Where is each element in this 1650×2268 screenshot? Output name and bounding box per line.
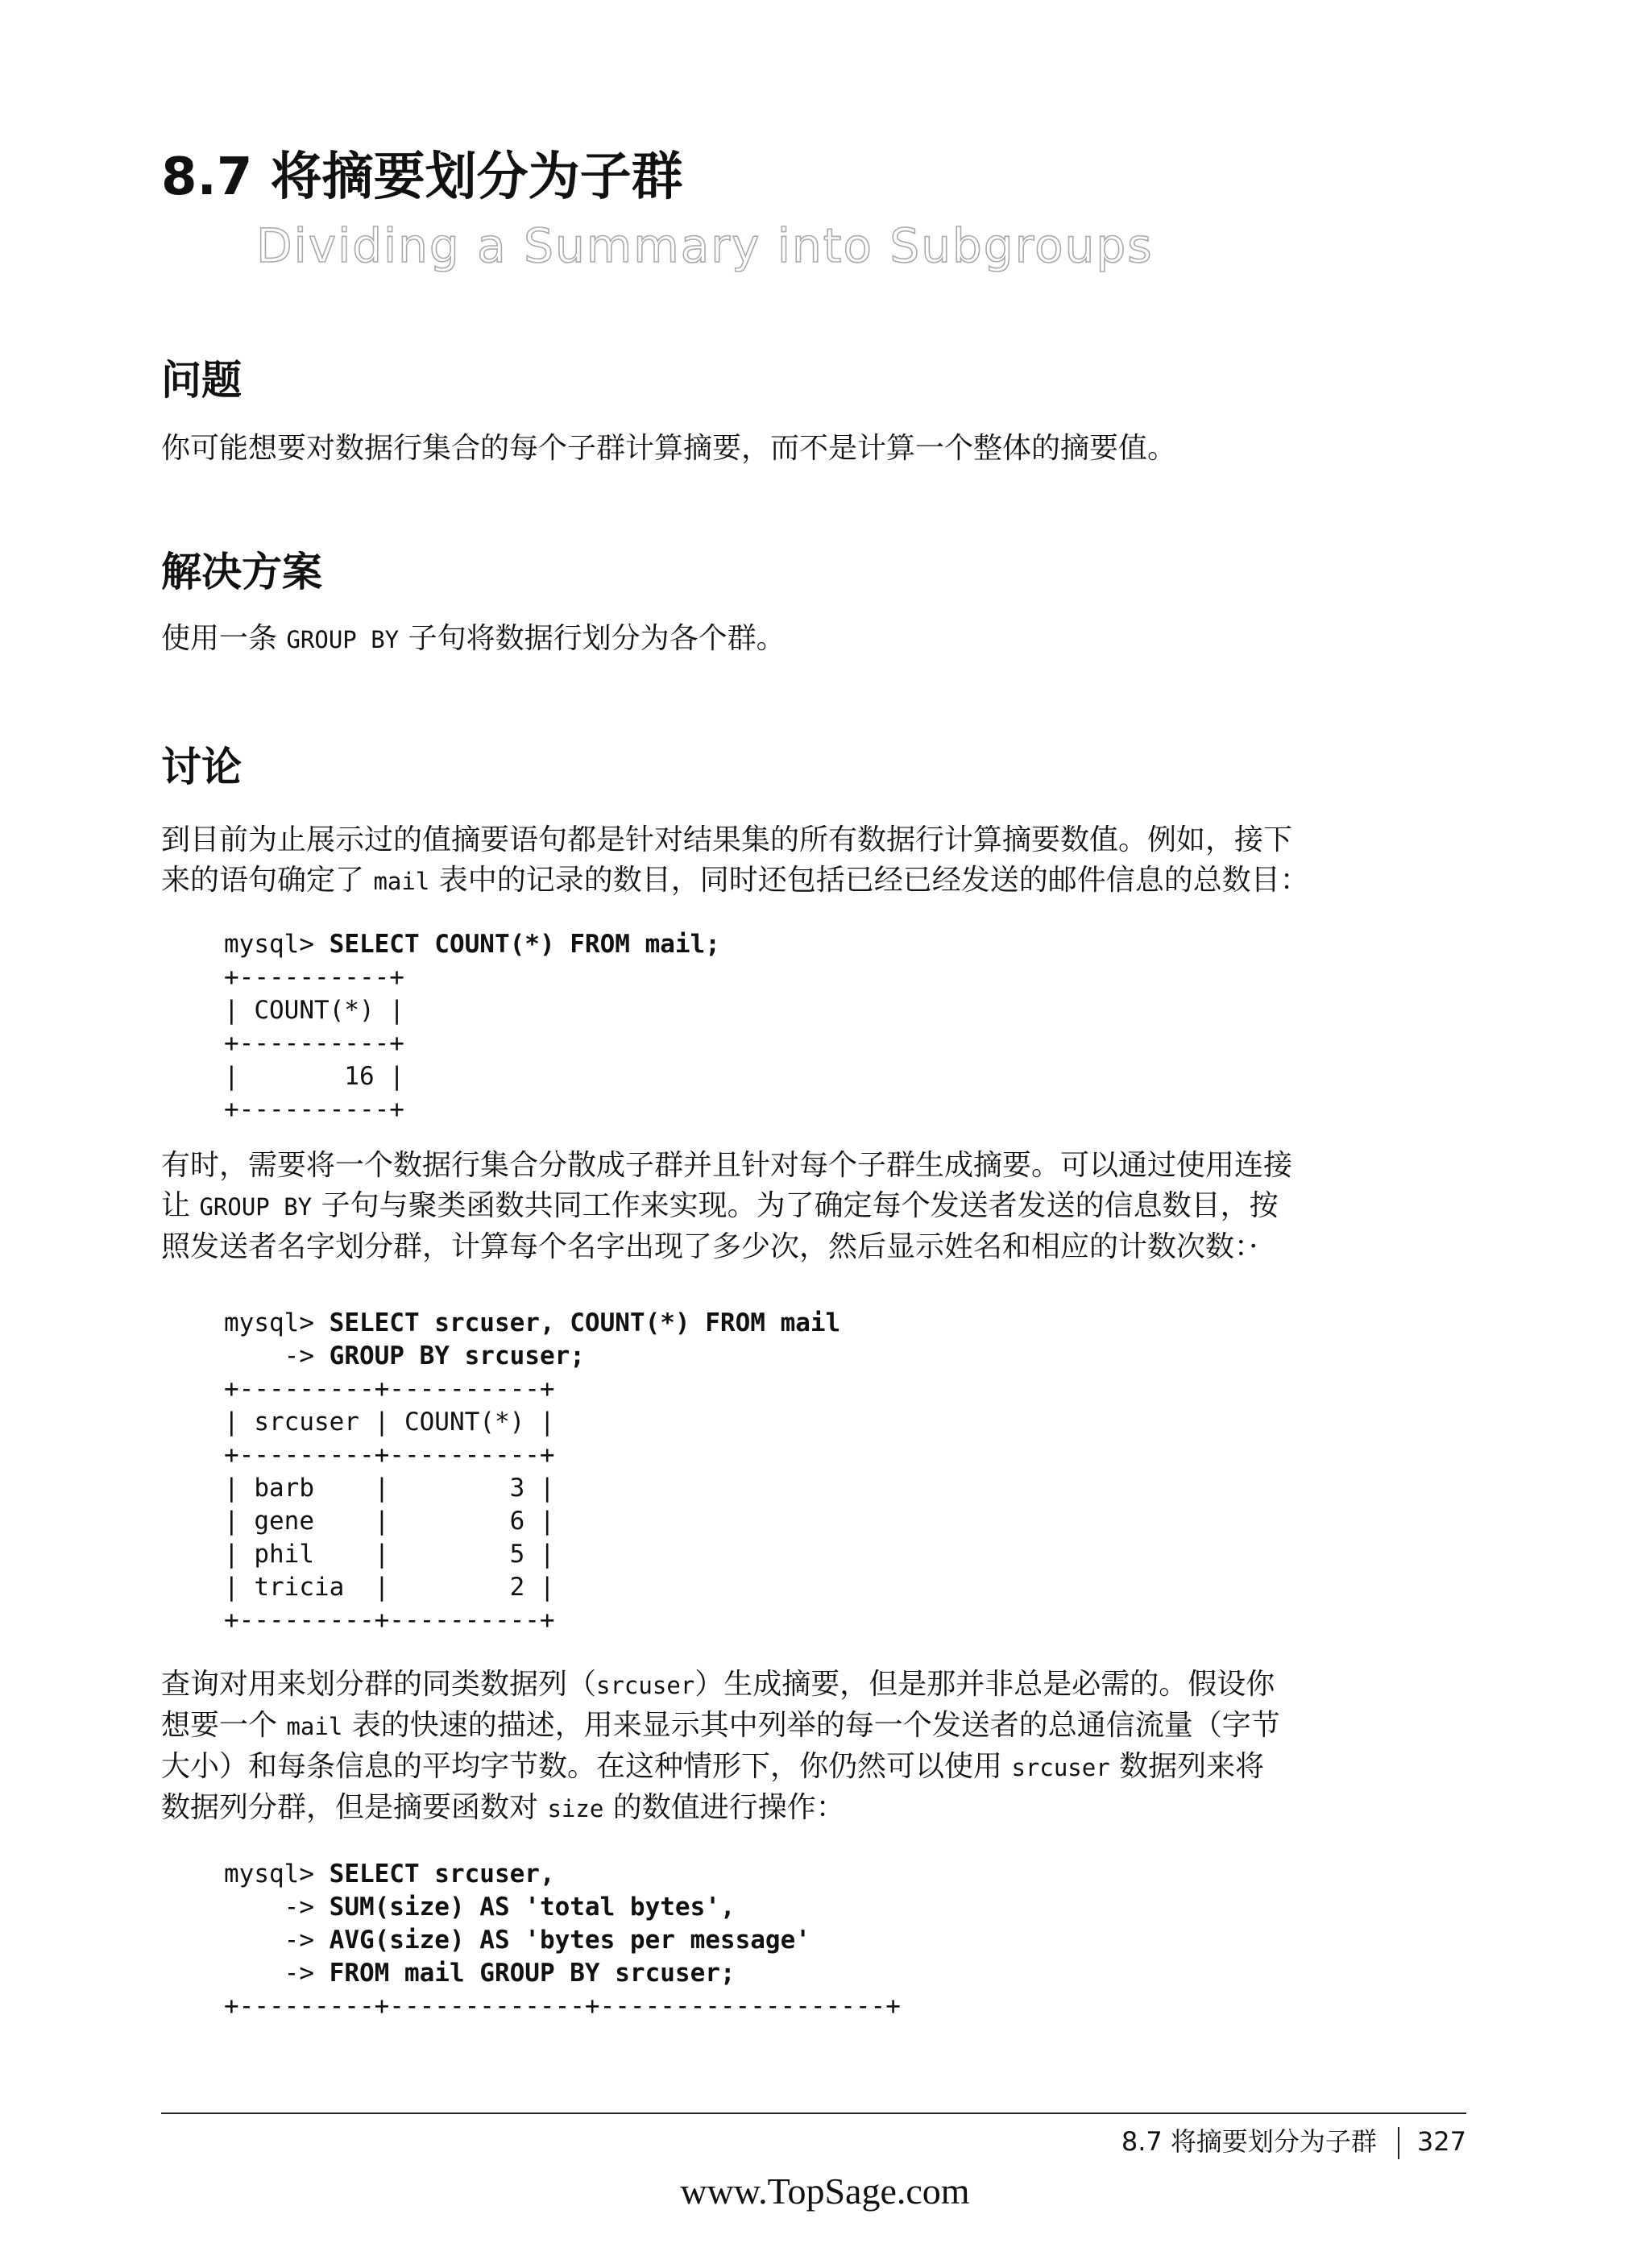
code3-line-4: FROM mail GROUP BY srcuser; xyxy=(329,1959,736,1988)
solution-text-post: 子句将数据行划分为各个群。 xyxy=(399,622,786,655)
p3-line-4-pre: 数据列分群，但是摘要函数对 xyxy=(161,1791,548,1824)
code3-line-1: SELECT srcuser, xyxy=(329,1860,555,1889)
p2-line-2-post: 子句与聚类函数共同工作来实现。为了确定每个发送者发送的信息数目，按 xyxy=(312,1189,1279,1222)
solution-text-pre: 使用一条 xyxy=(161,622,287,655)
code2-statement-2: GROUP BY srcuser; xyxy=(329,1341,585,1370)
p3-line-2-code: mail xyxy=(286,1713,343,1740)
problem-line: 你可能想要对数据行集合的每个子群计算摘要，而不是计算一个整体的摘要值。 xyxy=(161,432,1177,465)
p2-line-3: 照发送者名字划分群，计算每个名字出现了多少次，然后显示姓名和相应的计数次数：· xyxy=(161,1230,1258,1263)
code2-statement-1: SELECT srcuser, COUNT(*) FROM mail xyxy=(329,1308,841,1337)
p2-line-2-code: GROUP BY xyxy=(199,1193,313,1221)
footer-divider xyxy=(161,2113,1466,2114)
running-title: 8.7 将摘要划分为子群 xyxy=(1121,2126,1377,2157)
code3-line-2: SUM(size) AS 'total bytes', xyxy=(329,1893,736,1922)
p3-line-4-code: size xyxy=(547,1795,604,1822)
p3-line-3-code: srcuser xyxy=(1011,1754,1110,1781)
code3-continuation-1: -> xyxy=(224,1893,330,1922)
code3-table-border: +---------+-------------+-------------------+ xyxy=(224,1992,901,2021)
code-block-group-by xyxy=(224,1307,840,1637)
p1-line-2-pre: 来的语句确定了 xyxy=(161,864,374,897)
code3-line-3: AVG(size) AS 'bytes per message' xyxy=(329,1926,810,1955)
page-number: 327 xyxy=(1416,2126,1466,2157)
code1-prompt: mysql> xyxy=(224,930,330,959)
problem-text xyxy=(161,429,1426,469)
p3-line-1-post: ）生成摘要，但是那并非总是必需的。假设你 xyxy=(694,1668,1275,1701)
discussion-paragraph-2 xyxy=(161,1146,1426,1267)
code-block-count xyxy=(224,928,720,1126)
p3-line-3-pre: 大小）和每条信息的平均字节数。在这种情形下，你仍然可以使用 xyxy=(161,1750,1012,1783)
p3-line-2-pre: 想要一个 xyxy=(161,1709,287,1742)
code3-prompt: mysql> xyxy=(224,1860,330,1889)
p3-line-1-code: srcuser xyxy=(596,1672,695,1699)
p2-line-1: 有时，需要将一个数据行集合分散成子群并且针对每个子群生成摘要。可以通过使用连接 xyxy=(161,1149,1293,1182)
p2-line-2-pre: 让 xyxy=(161,1189,200,1222)
section-title: 8.7 将摘要划分为子群 xyxy=(161,147,683,207)
discussion-paragraph-3 xyxy=(161,1665,1426,1829)
code2-prompt: mysql> xyxy=(224,1308,330,1337)
problem-heading: 问题 xyxy=(161,357,242,404)
p3-line-1-pre: 查询对用来划分群的同类数据列（ xyxy=(161,1668,597,1701)
p1-line-2-post: 表中的记录的数目，同时还包括已经已经发送的邮件信息的总数目： xyxy=(429,864,1309,897)
p1-line-2-code: mail xyxy=(373,868,430,895)
code1-result-table: +----------+ | COUNT(*) | +----------+ | 16 | +----------+ xyxy=(224,963,404,1124)
solution-code: GROUP BY xyxy=(286,626,400,653)
code1-statement: SELECT COUNT(*) FROM mail; xyxy=(329,930,720,959)
p3-line-3-post: 数据列来将 xyxy=(1109,1750,1265,1783)
footer-separator xyxy=(1398,2127,1399,2159)
discussion-heading: 讨论 xyxy=(161,744,242,790)
code2-result-table: +---------+----------+ | srcuser | COUNT(*) | +---------+----------+ | barb | 3 | | gene | 6 | | phil | 5 | | tricia | 2 | +---------+----------+ xyxy=(224,1374,555,1635)
solution-text xyxy=(161,619,1426,660)
section-subtitle: Dividing a Summary into Subgroups xyxy=(256,218,1154,273)
code3-continuation-3: -> xyxy=(224,1959,330,1988)
solution-heading: 解决方案 xyxy=(161,549,322,595)
p3-line-4-post: 的数值进行操作： xyxy=(603,1791,845,1824)
code3-continuation-2: -> xyxy=(224,1926,330,1955)
website-watermark: www.TopSage.com xyxy=(680,2171,970,2212)
p1-line-1: 到目前为止展示过的值摘要语句都是针对结果集的所有数据行计算摘要数值。例如，接下 xyxy=(161,823,1293,856)
p3-line-2-post: 表的快速的描述，用来显示其中列举的每一个发送者的总通信流量（字节 xyxy=(342,1709,1280,1742)
discussion-paragraph-1 xyxy=(161,820,1426,902)
code2-continuation: -> xyxy=(224,1341,330,1370)
code-block-sum-avg xyxy=(224,1858,901,2023)
running-footer xyxy=(1121,2117,1466,2166)
